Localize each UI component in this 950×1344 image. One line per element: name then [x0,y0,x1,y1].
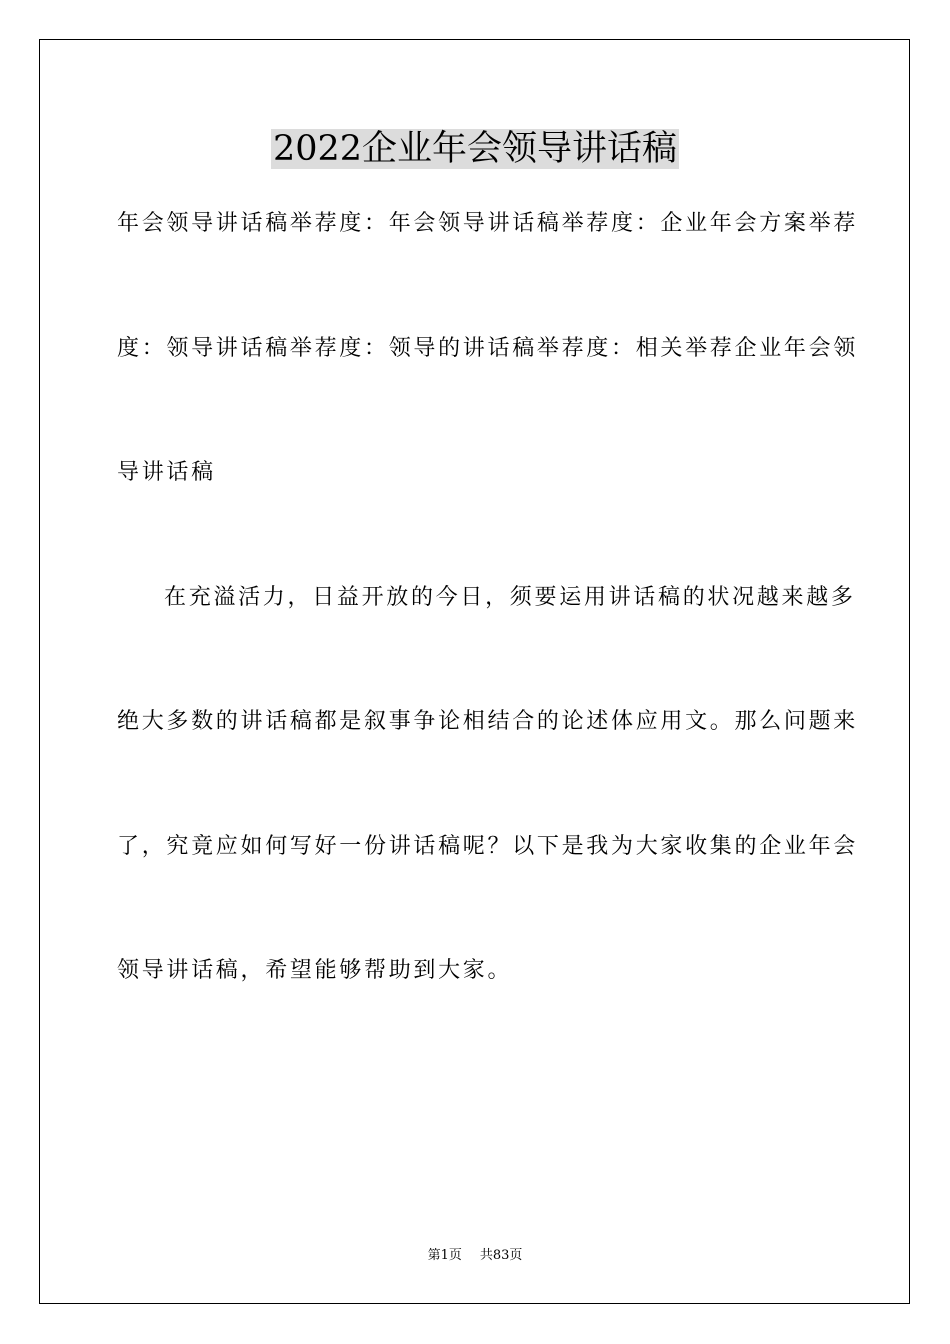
body-line-4: 在充溢活力，日益开放的今日，须要运用讲话稿的状况越来越多 [164,585,856,610]
body-line-3: 导讲话稿 [117,460,216,485]
page-number-total: 共83页 [479,1248,523,1263]
document-title [0,124,950,174]
body-line-6: 了，究竟应如何写好一份讲话稿呢？以下是我为大家收集的企业年会 [117,834,859,859]
body-line-5: 绝大多数的讲话稿都是叙事争论相结合的论述体应用文。那么问题来 [117,709,859,734]
body-line-2: 度：领导讲话稿举荐度：领导的讲话稿举荐度：相关举荐企业年会领 [117,336,859,361]
page-number-current: 第1页 [427,1248,462,1263]
body-line-7: 领导讲话稿，希望能够帮助到大家。 [117,958,513,983]
body-line-1: 年会领导讲话稿举荐度：年会领导讲话稿举荐度：企业年会方案举荐 [117,211,859,236]
page-footer [0,1246,950,1266]
document-title-text: 2022企业年会领导讲话稿 [272,129,678,169]
